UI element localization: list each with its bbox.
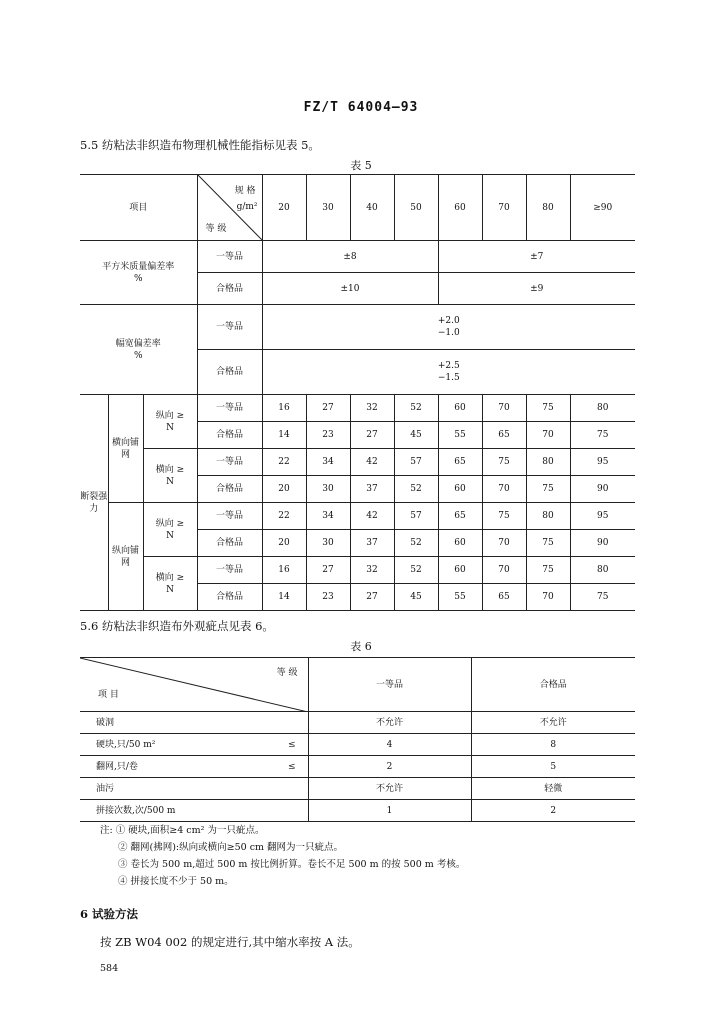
- value-cell: 不允许: [308, 712, 471, 734]
- value-cell: 70: [482, 476, 526, 503]
- direction-label: 纵向 ≥ N: [143, 503, 197, 557]
- value-cell: 60: [438, 557, 482, 584]
- col-header: 20: [262, 175, 306, 241]
- value-cell: 65: [482, 584, 526, 611]
- value-cell: 27: [350, 584, 394, 611]
- value-cell: 70: [526, 422, 570, 449]
- grade-label: 合格品: [197, 422, 262, 449]
- page-number: 584: [100, 963, 119, 974]
- col-header: 80: [526, 175, 570, 241]
- table-5: [80, 174, 635, 611]
- value-cell: 60: [438, 395, 482, 422]
- value-cell: 57: [394, 503, 438, 530]
- value-cell: 27: [306, 557, 350, 584]
- table-6-notes: [100, 822, 465, 890]
- value-cell: +2.0 −1.0: [262, 305, 635, 350]
- group-label: 纵向铺网: [108, 503, 143, 611]
- col-header: 50: [394, 175, 438, 241]
- width-deviation-label: 幅宽偏差率 %: [80, 305, 197, 395]
- grade-label: 一等品: [197, 241, 262, 273]
- value-cell: 轻微: [471, 778, 635, 800]
- grade-label: 合格品: [197, 476, 262, 503]
- value-cell: 23: [306, 422, 350, 449]
- value-cell: 65: [438, 503, 482, 530]
- value-cell: 23: [306, 584, 350, 611]
- value-cell: 75: [526, 476, 570, 503]
- value-cell: 80: [570, 557, 635, 584]
- value-cell: 14: [262, 422, 306, 449]
- value-cell: 42: [350, 449, 394, 476]
- value-cell: 2: [308, 756, 471, 778]
- corner-cell: [197, 175, 262, 241]
- group-label: 横向铺网: [108, 395, 143, 503]
- corner-item: 项 目: [98, 690, 119, 700]
- note-4: ④ 拼接长度不少于 50 m。: [118, 876, 234, 887]
- direction-label: 纵向 ≥ N: [143, 395, 197, 449]
- value-cell: 22: [262, 449, 306, 476]
- grade-label: 一等品: [197, 395, 262, 422]
- grade-label: 合格品: [197, 530, 262, 557]
- value-cell: 80: [526, 449, 570, 476]
- col-header: 一等品: [308, 658, 471, 712]
- value-cell: 42: [350, 503, 394, 530]
- grade-label: 一等品: [197, 557, 262, 584]
- item-label: 硬块,只/50 m² ≤: [80, 734, 308, 756]
- value-cell: 8: [471, 734, 635, 756]
- corner-spec: 规 格: [234, 186, 256, 196]
- value-cell: 5: [471, 756, 635, 778]
- col-header: 70: [482, 175, 526, 241]
- value-cell: 80: [526, 503, 570, 530]
- value-cell: 45: [394, 422, 438, 449]
- corner-grade: 等 级: [276, 668, 298, 678]
- value-cell: 不允许: [471, 712, 635, 734]
- value-cell: 70: [482, 395, 526, 422]
- table-5-caption: 表 5: [350, 159, 372, 172]
- value-cell: 60: [438, 476, 482, 503]
- corner-cell: [80, 658, 308, 712]
- value-cell: 30: [306, 476, 350, 503]
- item-label: 油污: [80, 778, 308, 800]
- section-5-5-text: 5.5 纺粘法非织造布物理机械性能指标见表 5。: [80, 138, 320, 152]
- direction-label: 横向 ≥ N: [143, 449, 197, 503]
- value-cell: 52: [394, 476, 438, 503]
- value-cell: 37: [350, 476, 394, 503]
- value-cell: 37: [350, 530, 394, 557]
- value-cell: 20: [262, 530, 306, 557]
- col-header: 30: [306, 175, 350, 241]
- diagonal-line: [80, 658, 308, 712]
- grade-label: 一等品: [197, 305, 262, 350]
- value-cell: 32: [350, 557, 394, 584]
- value-cell: 27: [306, 395, 350, 422]
- item-label: 拼接次数,次/500 m: [80, 800, 308, 822]
- col-header: 合格品: [471, 658, 635, 712]
- grade-label: 合格品: [197, 584, 262, 611]
- value-cell: 2: [471, 800, 635, 822]
- value-cell: 75: [570, 584, 635, 611]
- value-cell: 70: [482, 530, 526, 557]
- value-cell: 52: [394, 530, 438, 557]
- value-cell: 22: [262, 503, 306, 530]
- value-cell: 75: [482, 449, 526, 476]
- value-cell: 45: [394, 584, 438, 611]
- breaking-strength-label: 断裂强力: [80, 395, 108, 611]
- note-1: 注: ① 硬块,面积≥4 cm² 为一只疵点。: [100, 825, 265, 836]
- value-cell: 80: [570, 395, 635, 422]
- value-cell: 34: [306, 503, 350, 530]
- value-cell: 16: [262, 395, 306, 422]
- item-label: 翻网,只/卷 ≤: [80, 756, 308, 778]
- corner-unit: g/m²: [236, 202, 258, 212]
- table-6-caption: 表 6: [350, 640, 372, 653]
- direction-label: 横向 ≥ N: [143, 557, 197, 611]
- value-cell: 30: [306, 530, 350, 557]
- value-cell: 95: [570, 503, 635, 530]
- value-cell: 65: [482, 422, 526, 449]
- value-cell: 95: [570, 449, 635, 476]
- item-header: 项目: [80, 175, 197, 241]
- value-cell: ±8: [262, 241, 438, 273]
- value-cell: 34: [306, 449, 350, 476]
- table-6: [80, 657, 635, 822]
- col-header: 60: [438, 175, 482, 241]
- value-cell: 55: [438, 422, 482, 449]
- section-5-6-text: 5.6 纺粘法非织造布外观疵点见表 6。: [80, 619, 274, 633]
- grade-label: 一等品: [197, 449, 262, 476]
- value-cell: 57: [394, 449, 438, 476]
- standard-header: FZ/T 64004—93: [303, 100, 419, 115]
- value-cell: 70: [526, 584, 570, 611]
- value-cell: 1: [308, 800, 471, 822]
- value-cell: 65: [438, 449, 482, 476]
- value-cell: 75: [526, 530, 570, 557]
- value-cell: 16: [262, 557, 306, 584]
- value-cell: 75: [482, 503, 526, 530]
- value-cell: 4: [308, 734, 471, 756]
- value-cell: 70: [482, 557, 526, 584]
- value-cell: 90: [570, 476, 635, 503]
- section-6-body: 按 ZB W04 002 的规定进行,其中缩水率按 A 法。: [100, 935, 360, 949]
- value-cell: 32: [350, 395, 394, 422]
- value-cell: 52: [394, 395, 438, 422]
- note-2: ② 翻网(拂网):纵向或横向≥50 cm 翻网为一只疵点。: [118, 842, 344, 853]
- value-cell: 14: [262, 584, 306, 611]
- col-header: 40: [350, 175, 394, 241]
- value-cell: 20: [262, 476, 306, 503]
- value-cell: 75: [526, 395, 570, 422]
- note-3: ③ 卷长为 500 m,超过 500 m 按比例折算。卷长不足 500 m 的按 500 m 考核。: [118, 859, 466, 870]
- grade-label: 合格品: [197, 350, 262, 395]
- value-cell: 52: [394, 557, 438, 584]
- value-cell: +2.5 −1.5: [262, 350, 635, 395]
- grade-label: 合格品: [197, 273, 262, 305]
- value-cell: 27: [350, 422, 394, 449]
- value-cell: 90: [570, 530, 635, 557]
- item-label: 破洞: [80, 712, 308, 734]
- mass-deviation-label: 平方米质量偏差率 %: [80, 241, 197, 305]
- grade-label: 一等品: [197, 503, 262, 530]
- value-cell: 不允许: [308, 778, 471, 800]
- value-cell: ±10: [262, 273, 438, 305]
- value-cell: 75: [526, 557, 570, 584]
- value-cell: ±7: [438, 241, 635, 273]
- section-6-title: 6 试验方法: [80, 907, 139, 921]
- value-cell: 60: [438, 530, 482, 557]
- col-header: ≥90: [570, 175, 635, 241]
- value-cell: ±9: [438, 273, 635, 305]
- value-cell: 75: [570, 422, 635, 449]
- value-cell: 55: [438, 584, 482, 611]
- corner-grade: 等 级: [205, 224, 227, 234]
